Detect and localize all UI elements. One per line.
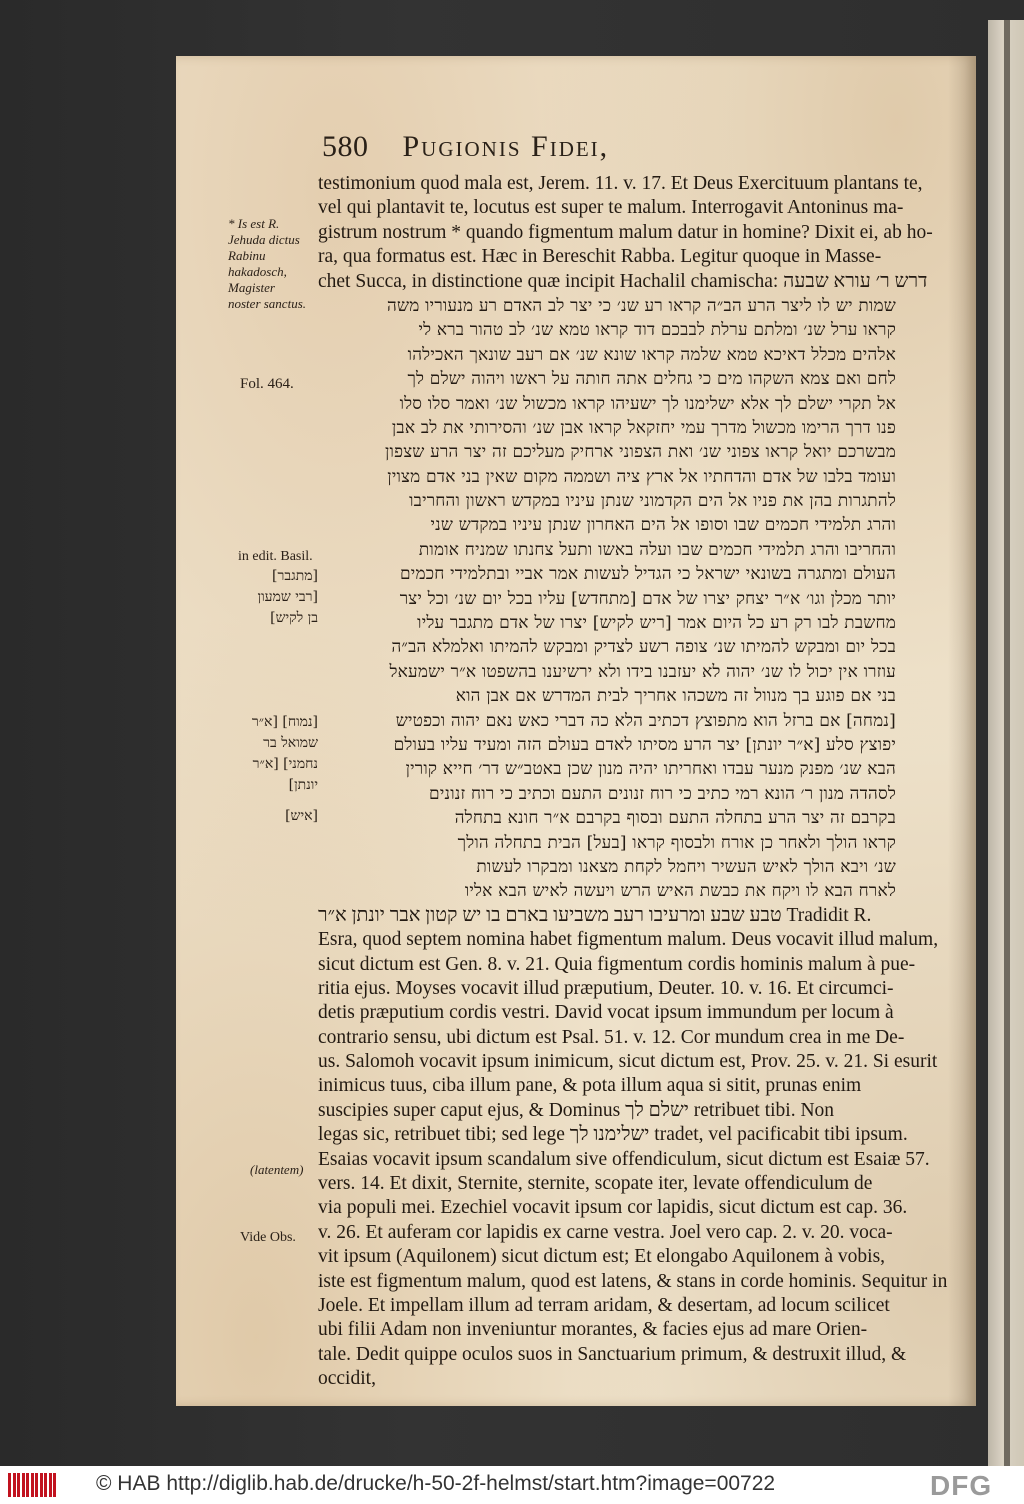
text-line: מבשרכם יואל קראו צפוני שנ׳ ואת הצפוני ארחיק מעליכם זה יצר הרע שצפון [385, 442, 896, 463]
binding-strip [1004, 20, 1010, 1466]
source-link[interactable]: © HAB http://diglib.hab.de/drucke/h-50-2f-helmst/start.htm?image=00722 [96, 1472, 776, 1495]
text-line: Esra, quod septem nomina habet figmentum malum. Deus vocavit illud malum, [318, 929, 939, 951]
text-line: iste est figmentum malum, quod est latens, & stans in corde hominis. Sequitur in [318, 1270, 948, 1292]
text-line: בני אם פוגע בך מנוול זה משכהו אחריך לבית המדרש אם אבן הוא [455, 686, 896, 707]
text-line: inimicus tuus, ciba illum pane, & pota illum aqua si sitit, prunas enim [318, 1075, 862, 1097]
text-line: vers. 14. Et dixit, Sternite, sternite, scopate iter, levate offendiculum de [318, 1173, 873, 1195]
text-line: ועומד בלבו של אדם והדחתיו אל ארץ ציה ושממה מקום שאין בני אדם מצוין [387, 466, 896, 487]
text-line: tale. Dedit quippe oculos suos in Sanctuarium primum, & destruxit illud, & [318, 1343, 907, 1365]
text-line: לארח הבא לו ויקח את כבשת האיש הרש ויעשה לאיש הבא אליו [464, 881, 896, 902]
margin-note-folio: Fol. 464. [240, 376, 294, 392]
text-line: contrario sensu, ubi dictum est Psal. 51. v. 12. Cor mundum crea in me De- [318, 1026, 905, 1048]
text-line: שנ׳ ויבא הולך לאיש העשיר ויחמל לקחת מצאנו ומבקרו לעשות [476, 856, 896, 877]
text-line: להתגרות בהן את פניו אל הים הקדמוני שנתן עיניו במקדש ראשון והחריבו [409, 491, 896, 512]
margin-note-latentem: (latentem) [250, 1162, 304, 1177]
text-line: העולם ומתגרה בשונאי ישראל כי הגדיל לעשות אמר אביי ובתלמידי חכמים [400, 564, 896, 585]
text-line: vit ipsum (Aquilonem) sicut dictum est; Et elongabo Aquilonem à vobis, [318, 1246, 886, 1268]
text-line: chet Succa, in distinctione quæ incipit Hachalil chamischa: דרש ר׳ עורא שבעה [318, 270, 928, 292]
margin-note-hakadosch: * Is est R. Jehuda dictus Rabinu hakadosch, Magister noster sanctus. [228, 216, 306, 311]
page-header [322, 130, 609, 164]
text-line: legas sic, retribuet tibi; sed lege ישלימנו לך tradet, vel pacificabit tibi ipsum. [318, 1124, 908, 1146]
text-line: יותר מכלן וגו׳ א״ר יצחק יצרו של אדם [מתחדש] עליו בכל יום שנ׳ וכל יצר [399, 588, 896, 609]
margin-note-hebrew-variants-2: [נמוח] [א״ר שמואל בר נחמני] [א״ר יונתן] [251, 714, 318, 793]
margin-note-vide-obs: Vide Obs. [240, 1230, 296, 1245]
footer-bar [0, 1466, 1024, 1504]
text-line: שמות יש לו ליצר הרע הב״ה קראו רע שנ׳ כי יצר לב האדם רע מנעוריו משה [387, 295, 896, 316]
text-line: testimonium quod mala est, Jerem. 11. v. 17. Et Deus Exercituum plantans te, [318, 173, 923, 194]
body-text [318, 172, 948, 1392]
text-line: occidit, [318, 1368, 376, 1390]
text-line: ritia ejus. Moyses vocavit illud præputium, Deuter. 10. v. 16. Et circumci- [318, 977, 894, 999]
text-line: detis præputium cordis vestri. David vocat ipsum immundum per locum à [318, 1002, 894, 1024]
text-line: קראו ערל שנ׳ ומלתם ערלת לבבכם דוד קראו טמא שנ׳ לב טהור ברא לי [418, 320, 896, 341]
text-line: gistrum nostrum * quando figmentum malum datur in homine? Dixit ei, ab ho- [318, 221, 933, 243]
text-line: suscipies super caput ejus, & Dominus ישלם לך retribuet tibi. Non [318, 1099, 835, 1121]
margin-note-hebrew-variants-1: [מתגבר] [רבי שמעון בן לקיש] [257, 568, 318, 626]
text-line: והחריבו והרג תלמידי חכמים שבו ועלה באשו ותעל צחנתו שמניח אומות [418, 539, 896, 560]
text-line: Esaias vocavit ipsum scandalum sive offendiculum, sicut dictum est Esaiæ 57. [318, 1148, 930, 1170]
text-line: יפוצץ סלע [א״ר יונתן] יצר הרע מסיתו לאדם בעולם הזה ומעיד עליו בעולם [393, 734, 896, 755]
text-line: v. 26. Et auferam cor lapidis ex carne vestra. Joel vero cap. 2. v. 20. voca- [318, 1221, 893, 1243]
text-line: vel qui plantavit te, locutus est super te malum. Interrogavit Antoninus ma- [318, 197, 904, 219]
text-line: פנו דרך הרימו מכשול מדרך עמי יחזקאל קראו אבן שנ׳ והסירותי את לב אבן [391, 417, 896, 438]
dfg-logo: DFG [930, 1470, 993, 1501]
text-line: עוזרו אין יכול לו שנ׳ יהוה לא יעזבנו בידו ולא ירשיענו בהשפטו א״ר ישמעאל [389, 661, 896, 682]
text-line: בכל יום ומבקש להמיתו שנ׳ צופה רשע לצדיק ומבקש להמיתו ואלמלא הב״ה [391, 637, 896, 658]
text-line: לסהדה מנון ר׳ הונא רמי כתיב כי רוח זנונים התעם וכתיב כי רוח זנונים [429, 783, 896, 804]
text-line: via populi mei. Ezechiel vocavit ipsum cor lapidis, sicut dictum est cap. 36. [318, 1197, 908, 1219]
text-line: sicut dictum est Gen. 8. v. 21. Quia figmentum cordis hominis malum à pue- [318, 953, 916, 975]
text-line: אל תקרי ישלם לך אלא ישלימנו לך ישעיהו קראו מכשול שנ׳ ואמר סלו סלו [399, 393, 896, 414]
margin-note-edition: in edit. Basil. [238, 549, 313, 564]
text-line: Joele. Et impellam illum ad terram aridam, & desertam, ad locum scilicet [318, 1294, 890, 1316]
text-line: והרג תלמידי חכמים שבו וסופו אל הים האחרון שנתן עיניו במקדש שני [430, 515, 896, 536]
page-number: 580 [322, 130, 369, 163]
text-line: ubi filii Adam non inveniuntur morantes, & facies ejus ad mare Orien- [318, 1319, 868, 1341]
text-line: קראו הולך ולאחר כן אורח ולבסוף קראו [בעל] הבית בתחלה הולך [457, 832, 896, 853]
text-line: מחשבת לבו רק רע כל היום אמר [ריש לקיש] יצרו של אדם מתגבר עליו [417, 613, 896, 634]
text-line: אלהים מכלל דאיכא טמא שלמה קראו שונא שנ׳ אם רעב שונאך האכילהו [407, 344, 896, 365]
text-line: ra, qua formatus est. Hæc in Bereschit Rabba. Legitur quoque in Masse- [318, 246, 882, 268]
text-line: טבע שבע ומרעיבו רעב משביעו בארם בו יש קטון אבר יונתן א״ר Tradidit R. [318, 904, 872, 926]
text-line: [נמחה] אם ברזל הוא מתפוצץ דכתיב הלא כה דברי כאש נאם יהוה וכפטיש [395, 710, 896, 731]
text-line: הבא שנ׳ מפנק מנער עבדו ואחריתו יהיה מנון שכן באטב״ש דר׳ חייא קורין [405, 759, 896, 780]
margin-note-hebrew-variants-3: [איש] [285, 808, 318, 824]
barcode-logo-icon [8, 1473, 58, 1497]
text-line: בקרבם זה יצר הרע בתחלה התעם ובסוף בקרבם א״ר חונא בתחלה [454, 808, 896, 829]
running-title: Pugionis Fidei, [402, 130, 610, 163]
text-line: us. Salomoh vocavit ipsum inimicum, sicut dictum est, Prov. 25. v. 21. Si esurit [318, 1051, 938, 1073]
page-gutter-shadow [948, 56, 976, 1406]
text-line: לחם ואם צמא השקהו מים כי גחלים אתה חותה על ראשו ויהוה ישלם לך [407, 369, 896, 390]
